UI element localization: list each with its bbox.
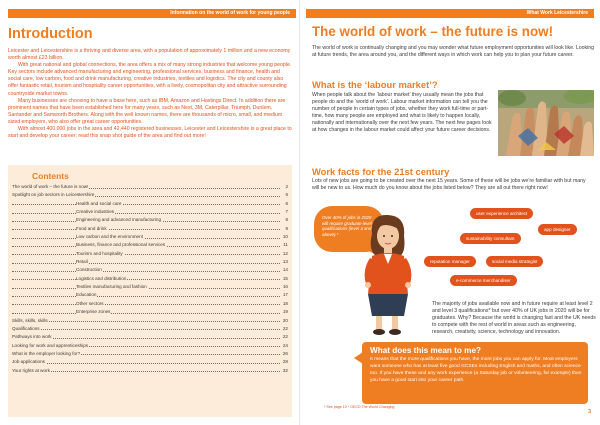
contents-entry-page: 7 — [284, 208, 288, 216]
labour-market-heading: What is the ‘labour market’? — [312, 79, 438, 90]
what-does-this-mean-text: It means that the more qualifications you have, the more jobs you can apply for. Most employers want someone who has at least five good GCSEs including English and maths, and often science too. If you have these and any work experience (a Saturday job or volunteering, for example) then you have a good start into your career path. — [370, 357, 582, 383]
contents-entry-label: Construction — [76, 266, 103, 274]
table-of-contents — [12, 183, 288, 375]
contents-entry — [12, 283, 288, 291]
job-pill: social media strategist — [486, 256, 543, 267]
contents-leader-dots — [12, 271, 280, 272]
footnote: * See page 10 * OECD The World Changing — [324, 405, 395, 409]
contents-leader-dots — [12, 371, 280, 372]
contents-entry-label: Other sectors — [76, 300, 105, 308]
contents-entry-label: Low carbon and the environment — [76, 233, 144, 241]
woman-illustration — [354, 212, 418, 336]
contents-entry-label: Tourism and hospitality — [76, 250, 124, 258]
job-pill: reputation manager — [424, 256, 476, 267]
contents-entry — [12, 308, 288, 316]
left-header-bar — [8, 9, 296, 18]
contents-entry — [12, 333, 288, 341]
contents-entry-page: 15 — [282, 275, 288, 283]
contents-entry-page: 16 — [282, 283, 288, 291]
graduate-stat-text: Over 40% of jobs in 2020 will require graduate level qualifications (level 4 and above).* — [322, 215, 372, 237]
contents-entry-page: 11 — [282, 241, 288, 249]
contents-entry — [12, 350, 288, 358]
contents-entry — [12, 325, 288, 333]
contents-entry-page: 6 — [284, 200, 288, 208]
introduction-title: Introduction — [8, 26, 93, 42]
contents-entry-page: 14 — [282, 266, 288, 274]
world-of-work-title: The world of work – the future is now! — [312, 24, 554, 39]
contents-entry-label: Food and drink — [76, 225, 108, 233]
contents-entry-label: Looking for work and apprenticeships — [12, 342, 89, 350]
contents-leader-dots — [12, 229, 280, 230]
intro-paragraph: With great national and global connections, the area offers a mix of many strong industries that welcome young people. Key sectors include advanced manufacturing and engineering, professional services, business and finance, health and social care, low carbon, food and drink manufacturing, creative industries, textiles and logistics. The city and county also offer fantastic retail, tourism and hospitality career opportunities, with a lively, cosmopolitan city and attractive surrounding countryside market towns. — [8, 62, 292, 97]
right-header-bar — [306, 9, 594, 18]
contents-entry — [12, 233, 288, 241]
right-header-text: What Work Leicestershire — [526, 10, 588, 16]
left-header-text: Information on the world of work for young people — [170, 10, 290, 16]
contents-entry-label: Logistics and distribution — [76, 275, 127, 283]
contents-panel — [8, 165, 292, 417]
contents-leader-dots — [12, 204, 280, 205]
contents-entry — [12, 208, 288, 216]
job-pill: user experience architect — [470, 208, 533, 219]
contents-entry-label: Job applications — [12, 358, 46, 366]
contents-entry-page: 6 — [284, 191, 288, 199]
contents-entry — [12, 183, 288, 191]
contents-entry-label: The world of work – the future is now! — [12, 183, 89, 191]
contents-entry — [12, 216, 288, 224]
contents-entry-label: Creative industries — [76, 208, 115, 216]
contents-entry-label: Skills, skills, skills — [12, 317, 49, 325]
contents-entry — [12, 342, 288, 350]
what-does-this-mean-box — [362, 342, 588, 404]
contents-title: Contents — [32, 171, 69, 181]
contents-entry-label: Enterprise zones — [76, 308, 111, 316]
contents-entry-label: Textiles manufacturing and fashion — [76, 283, 148, 291]
right-page — [300, 0, 600, 425]
contents-entry — [12, 291, 288, 299]
contents-entry — [12, 250, 288, 258]
world-of-work-intro: The world of work is continually changing and you may wonder what future employment opportunities will look like. Looking at future trends, the area around you, and the different ways in which work can help you to plan your future career. — [312, 45, 595, 59]
qualifications-text: The majority of jobs available now and in future require at least level 2 and level 3 qualifications* but over 40% of UK jobs in 2020 will be for graduates. Why? Because the world is changing fast and the UK needs to compete with the rest of world in areas such as engineering, research, creativity, science, technology and innovation. — [432, 301, 596, 336]
intro-paragraph: Leicester and Leicestershire is a thriving and diverse area, with a population of approximately 1 million and a new economy worth almost £23 billion. — [8, 48, 291, 62]
contents-leader-dots — [12, 279, 280, 280]
contents-entry — [12, 367, 288, 375]
contents-entry-page: 20 — [282, 317, 288, 325]
job-pill: app designer — [538, 224, 577, 235]
job-pill: sustainability consultant — [460, 233, 521, 244]
contents-entry-label: Retail — [76, 258, 89, 266]
contents-leader-dots — [12, 313, 280, 314]
contents-entry-page: 18 — [282, 300, 288, 308]
contents-entry-page: 22 — [282, 325, 288, 333]
contents-entry-page: 26 — [282, 350, 288, 358]
contents-leader-dots — [12, 363, 280, 364]
page-number: 3 — [588, 409, 592, 415]
introduction-body — [8, 48, 292, 140]
contents-entry — [12, 258, 288, 266]
contents-entry-page: 22 — [282, 333, 288, 341]
contents-leader-dots — [12, 263, 280, 264]
contents-entry — [12, 200, 288, 208]
contents-entry — [12, 275, 288, 283]
contents-leader-dots — [12, 329, 280, 330]
hands-illustration — [498, 90, 594, 156]
contents-entry — [12, 300, 288, 308]
contents-entry — [12, 241, 288, 249]
contents-entry-page: 32 — [282, 367, 288, 375]
contents-entry-page: 9 — [284, 225, 288, 233]
contents-entry-page: 10 — [282, 233, 288, 241]
contents-entry-page: 2 — [284, 183, 288, 191]
contents-entry-page: 12 — [282, 250, 288, 258]
contents-entry — [12, 225, 288, 233]
contents-entry — [12, 317, 288, 325]
contents-entry-label: Qualifications — [12, 325, 41, 333]
contents-leader-dots — [12, 321, 280, 322]
work-facts-heading: Work facts for the 21st century — [312, 166, 450, 177]
contents-leader-dots — [12, 296, 280, 297]
intro-paragraph: With almost 400,000 jobs in the area and 42,440 registered businesses, Leicester and Leicestershire is a great place to start and develop your career; read this snap shot guide of the area and find out more! — [8, 126, 292, 140]
contents-entry-page: 17 — [282, 291, 288, 299]
contents-leader-dots — [12, 213, 280, 214]
contents-entry-label: Engineering and advanced manufacturing — [76, 216, 162, 224]
labour-market-text: When people talk about the ‘labour market’ they usually mean the jobs that people do and the ‘world of work’. Labour market information can tell you the number of people in certain types of jobs, whether they work full-time or part-time, how many people are employed and what is likely to happen locally, nationally and internationally over the next few years. The next few pages look at how changes in the labour market could affect your future career decisions. — [312, 92, 492, 134]
contents-entry-page: 8 — [284, 216, 288, 224]
contents-entry-page: 19 — [282, 308, 288, 316]
contents-entry — [12, 191, 288, 199]
contents-entry-page: 13 — [282, 258, 288, 266]
contents-entry — [12, 358, 288, 366]
job-pill: e-commerce merchandiser — [450, 275, 517, 286]
contents-entry — [12, 266, 288, 274]
contents-entry-label: Business, finance and professional services — [76, 241, 166, 249]
contents-entry-page: 24 — [282, 342, 288, 350]
contents-entry-label: Education — [76, 291, 97, 299]
contents-entry-label: What is the employer looking for? — [12, 350, 81, 358]
contents-leader-dots — [12, 254, 280, 255]
contents-entry-label: Pathways into work — [12, 333, 53, 341]
what-does-this-mean-title: What does this mean to me? — [370, 346, 481, 355]
contents-entry-label: Health and social care — [76, 200, 122, 208]
contents-leader-dots — [12, 238, 280, 239]
contents-entry-page: 28 — [282, 358, 288, 366]
hands-photo — [498, 90, 594, 156]
intro-paragraph: Many businesses are choosing to have a base here, such as IBM, Amazon and Hastings Direct. In addition there are prominent names that have been established here for many years, such as Next, 3M, Caterpillar, Triumph, Dunlem, Santander and Samworth Brothers. Along with the well known names, there are thousands of micro, small, and medium sized employers, who also offer great career opportunities. — [8, 97, 286, 125]
contents-entry-label: Your rights at work — [12, 367, 51, 375]
work-facts-text: Lots of new jobs are going to be created over the next 15 years. Some of these will be jobs we’re familiar with but many will be new to us. How much do you know about the jobs listed below? They are all out there right now! — [312, 178, 586, 192]
contents-leader-dots — [12, 304, 280, 305]
contents-entry-label: Spotlight on job sectors in Leicestershire — [12, 191, 95, 199]
